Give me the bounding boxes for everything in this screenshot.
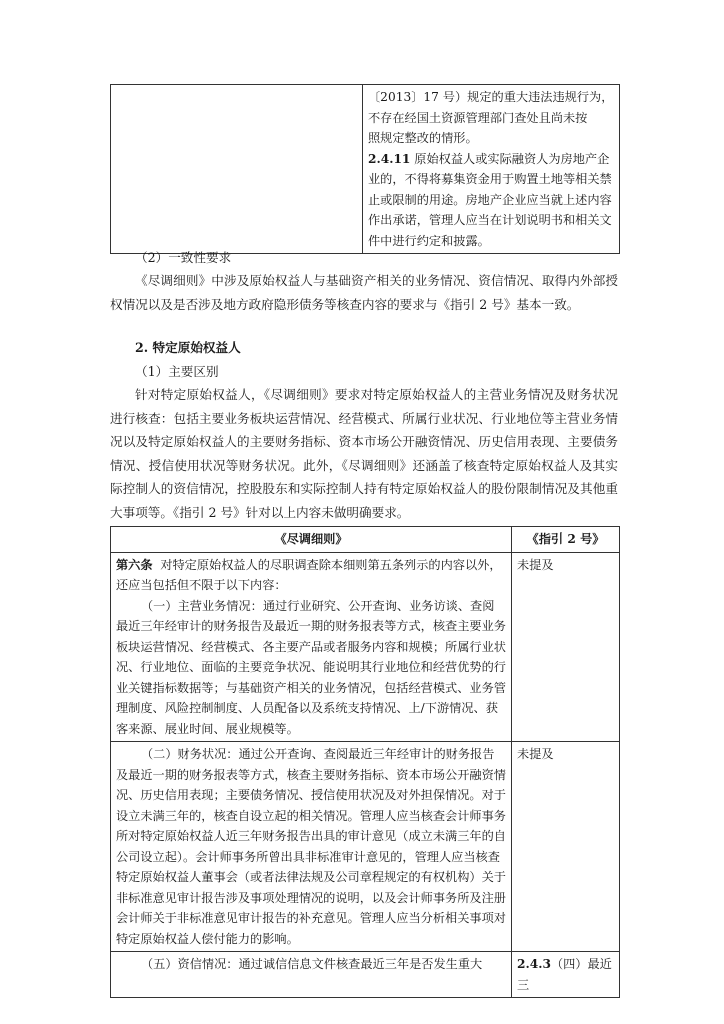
credit-status-guideline-cell xyxy=(512,952,620,998)
clause-number: 2.4.11 xyxy=(368,151,411,166)
comparison-table xyxy=(110,526,620,998)
consistency-heading: （2）一致性要求 xyxy=(135,250,232,265)
top-table-left-cell xyxy=(111,85,363,254)
table-row-article-6 xyxy=(111,552,512,742)
col-header-due-diligence-rules: 《尽调细则》 xyxy=(111,527,512,553)
main-differences-paragraph: 针对特定原始权益人，《尽调细则》要求对特定原始权益人的主营业务情况及财务状况进行核查：包括主要业务板块运营情况、经营模式、所属行业状况、行业地位等主营业务情况以及特定原始权益人的主要财务指标、资本市场公开融资情况、历史信用表现、主要债务情况、授信使用状况等财务状况。此外，《尽调细则》还涵盖了核查特定原始权益人及其实际控制人的资信情况，控股股东和实际控制人持有特定原始权益人的股份限制情况及其他重大事项等。《指引 2 号》针对以上内容未做明确要求。 xyxy=(110,387,618,520)
main-differences-heading: （1）主要区别 xyxy=(135,364,219,379)
guideline-clause-number: 2.4.3 xyxy=(517,957,551,971)
consistency-paragraph: 《尽调细则》中涉及原始权益人与基础资产相关的业务情况、资信情况、取得内外部授权情况以及是否涉及地方政府隐形债务等核查内容的要求与《指引 2 号》基本一致。 xyxy=(110,273,618,312)
top-comparison-table xyxy=(110,84,620,254)
credit-status-item: （五）资信情况：通过诚信信息文件核查最近三年是否发生重大 xyxy=(111,952,512,998)
top-cell-line-1: 〔2013〕17 号）规定的重大违法违规行为， xyxy=(368,90,614,104)
top-cell-line-3: 照规定整改的情形。 xyxy=(368,131,478,145)
article-6-guideline-cell: 未提及 xyxy=(512,552,620,742)
article-6-label: 第六条 xyxy=(116,557,153,572)
col-header-guideline-2: 《指引 2 号》 xyxy=(512,527,620,553)
section-heading-specific-originator: 2. 特定原始权益人 xyxy=(135,340,241,355)
clause-2-4-11 xyxy=(368,149,614,252)
guideline-clause-text: （四）最近三 xyxy=(517,957,612,992)
top-cell-line-2: 不存在经国土资源管理部门查处且尚未按 xyxy=(368,110,588,125)
main-business-item: （一）主营业务情况：通过行业研究、公开查询、业务访谈、查阅最近三年经审计的财务报告及最近一期的财务报表等方式，核查主要业务板块运营情况、经营模式、各主要产品或者服务内容和规模；所属行业状况、行业地位、面临的主要竞争状况、能说明其行业地位和经营优势的行业关键指标数据等；与基础资产相关的业务情况，包括经营模式、业务管理制度、风险控制制度、人员配备以及系统支持情况、上/下游情况、获客来源、展业时间、展业规模等。 xyxy=(116,598,506,736)
financial-status-item: （二）财务状况：通过公开查询、查阅最近三年经审计的财务报告及最近一期的财务报表等方式，核查主要财务指标、资本市场公开融资情况、历史信用表现；主要债务情况、授信使用状况及对外担保情况。对于设立未满三年的，核查自设立起的相关情况。管理人应当核查会计师事务所对特定原始权益人近三年财务报告出具的审计意见（成立未满三年的自公司设立起）。会计师事务所曾出具非标准审计意见的，管理人应当核查特定原始权益人董事会（或者法律法规及公司章程规定的有权机构）关于非标准意见审计报告涉及事项处理情况的说明，以及会计师事务所及注册会计师关于非标准意见审计报告的补充意见。管理人应当分析相关事项对特定原始权益人偿付能力的影响。 xyxy=(111,742,512,952)
financial-status-guideline-cell: 未提及 xyxy=(512,742,620,952)
clause-text: 原始权益人或实际融资人为房地产企业的，不得将募集资金用于购置土地等相关禁止或限制的用途。房地产企业应当就上述内容作出承诺，管理人应当在计划说明书和相关文件中进行约定和披露。 xyxy=(368,151,612,248)
top-table-right-cell xyxy=(363,85,620,254)
article-6-intro xyxy=(116,555,506,596)
article-6-intro-text: 对特定原始权益人的尽职调查除本细则第五条列示的内容以外，还应当包括但不限于以下内容： xyxy=(116,557,502,592)
